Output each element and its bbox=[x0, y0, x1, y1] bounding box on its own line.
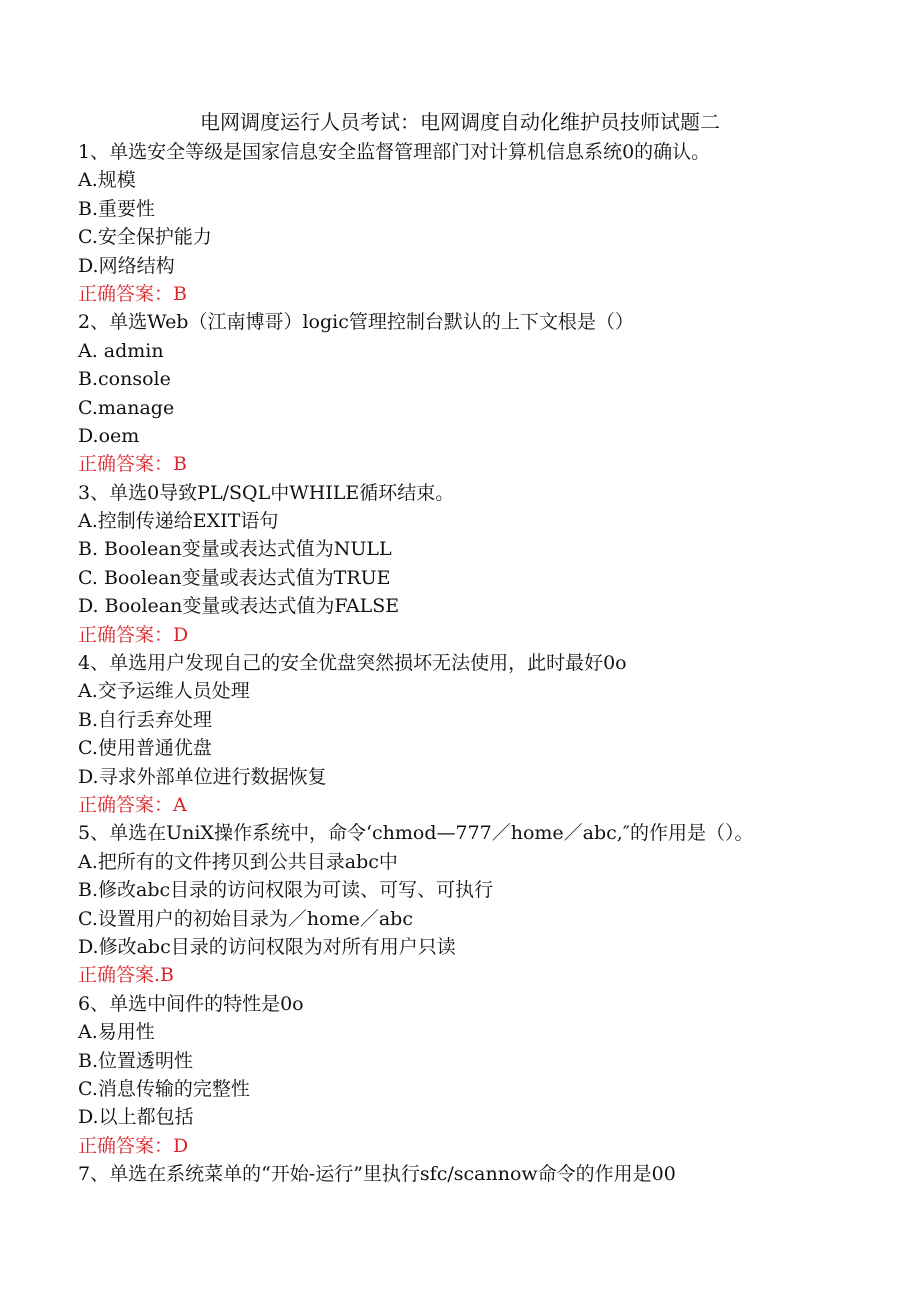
question-stem: 2、单选Web（江南博哥）logic管理控制台默认的上下文根是（） bbox=[78, 311, 634, 334]
correct-answer: 正确答案.B bbox=[78, 964, 175, 987]
option-b: B.重要性 bbox=[78, 197, 156, 220]
question-stem: 7、单选在系统菜单的“开始-运行”里执行sfc/scannow命令的作用是00 bbox=[78, 1163, 676, 1186]
option-a: A.把所有的文件拷贝到公共目录abc中 bbox=[78, 850, 398, 873]
question-stem: 1、单选安全等级是国家信息安全监督管理部门对计算机信息系统0的确认。 bbox=[78, 141, 711, 163]
question-list bbox=[78, 138, 878, 1188]
correct-answer: 正确答案：A bbox=[78, 793, 187, 816]
question-stem: 3、单选0导致PL/SQL中WHILE循环结束。 bbox=[78, 481, 455, 504]
option-b: B. Boolean变量或表达式值为NULL bbox=[78, 538, 392, 561]
option-c: C.消息传输的完整性 bbox=[78, 1077, 250, 1100]
option-c: C.安全保护能力 bbox=[78, 226, 212, 249]
option-d: D.以上都包括 bbox=[78, 1106, 194, 1129]
correct-answer: 正确答案：D bbox=[78, 1134, 189, 1157]
correct-answer: 正确答案：D bbox=[78, 623, 189, 646]
option-c: C.manage bbox=[78, 396, 175, 419]
option-d: D. Boolean变量或表达式值为FALSE bbox=[78, 595, 400, 618]
question-stem: 6、单选中间件的特性是0o bbox=[78, 992, 304, 1015]
option-b: B.修改abc目录的访问权限为可读、可写、可执行 bbox=[78, 879, 494, 902]
option-a: A.易用性 bbox=[78, 1021, 155, 1044]
option-c: C.使用普通优盘 bbox=[78, 737, 212, 760]
option-c: C.设置用户的初始目录为／home／abc bbox=[78, 907, 413, 930]
option-a: A.交予运维人员处理 bbox=[78, 680, 250, 703]
document-title: 电网调度运行人员考试：电网调度自动化维护员技师试题二 bbox=[200, 110, 720, 134]
option-c: C. Boolean变量或表达式值为TRUE bbox=[78, 566, 391, 589]
question-stem: 4、单选用户发现自己的安全优盘突然损坏无法使用，此时最好0o bbox=[78, 652, 627, 675]
option-d: D.网络结构 bbox=[78, 254, 175, 277]
option-b: B.位置透明性 bbox=[78, 1049, 194, 1072]
option-a: A.控制传递给EXIT语句 bbox=[78, 510, 279, 533]
option-a: A. admin bbox=[78, 339, 164, 362]
correct-answer: 正确答案：B bbox=[78, 453, 187, 476]
option-d: D.oem bbox=[78, 424, 140, 447]
correct-answer: 正确答案：B bbox=[78, 282, 187, 305]
option-d: D.寻求外部单位进行数据恢复 bbox=[78, 765, 327, 788]
option-a: A.规模 bbox=[78, 169, 136, 192]
option-b: B.自行丢弃处理 bbox=[78, 708, 213, 731]
question-stem: 5、单选在UniX操作系统中，命令‘chmod—777／home／abc,″的作用是（）。 bbox=[78, 822, 754, 845]
option-d: D.修改abc目录的访问权限为对所有用户只读 bbox=[78, 935, 456, 958]
option-b: B.console bbox=[78, 368, 171, 391]
